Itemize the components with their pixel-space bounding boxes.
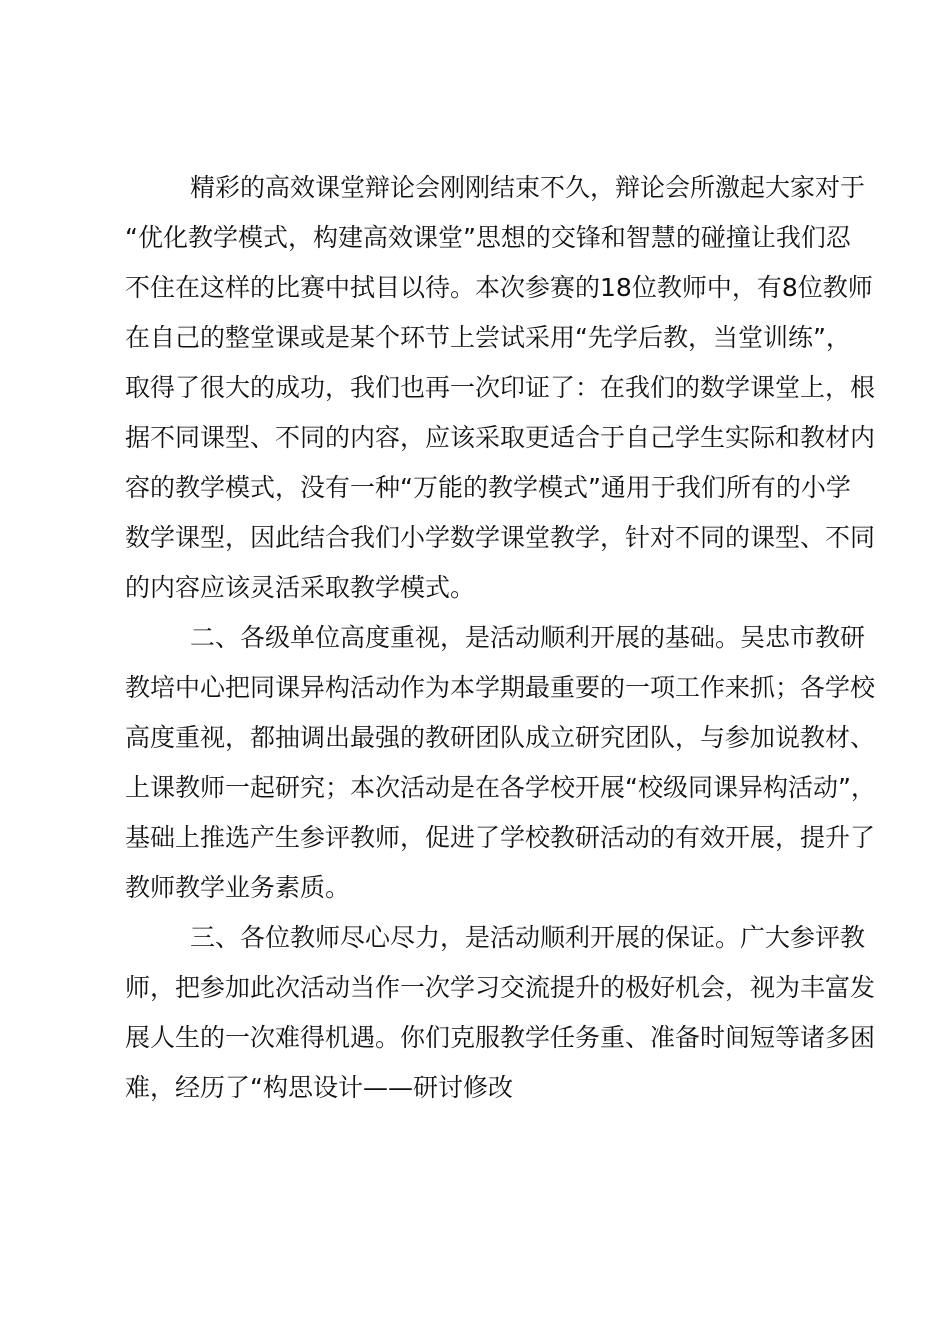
text-line: “优化教学模式，构建高效课堂”思想的交锋和智慧的碰撞让我们忍 — [125, 223, 851, 252]
paragraph-1-line-6 — [0, 418, 950, 458]
text-line: 难，经历了“构思设计——研讨修改 — [125, 1073, 513, 1102]
text-line: 高度重视，都抽调出最强的教研团队成立研究团队，与参加说教材、 — [125, 723, 876, 752]
paragraph-1-line-3 — [0, 268, 950, 308]
paragraph-2-line-1 — [0, 618, 950, 658]
paragraph-3-line-2 — [0, 968, 950, 1008]
paragraph-1-line-8 — [0, 518, 950, 558]
paragraph-1-line-1 — [0, 168, 950, 208]
paragraph-3-line-1 — [0, 918, 950, 958]
text-line: 上课教师一起研究；本次活动是在各学校开展“校级同课异构活动”， — [125, 773, 876, 802]
paragraph-1-line-4 — [0, 318, 950, 358]
paragraph-2-line-5 — [0, 818, 950, 858]
text-line: 二、各级单位高度重视，是活动顺利开展的基础。吴忠市教研 — [190, 623, 866, 652]
text-line: 数学课型，因此结合我们小学数学课堂教学，针对不同的课型、不同 — [125, 523, 876, 552]
paragraph-3-line-3 — [0, 1018, 950, 1058]
paragraph-1-line-7 — [0, 468, 950, 508]
text-line: 三、各位教师尽心尽力，是活动顺利开展的保证。广大参评教 — [190, 923, 866, 952]
text-line: 基础上推选产生参评教师，促进了学校教研活动的有效开展，提升了 — [125, 823, 876, 852]
paragraph-1-line-2 — [0, 218, 950, 258]
paragraph-2-line-4 — [0, 768, 950, 808]
text-line: 不住在这样的比赛中拭目以待。本次参赛的18位教师中，有8位教师 — [125, 273, 873, 302]
text-line: 容的教学模式，没有一种“万能的教学模式”通用于我们所有的小学 — [125, 473, 851, 502]
text-line: 教师教学业务素质。 — [125, 873, 351, 902]
text-line: 在自己的整堂课或是某个环节上尝试采用“先学后教，当堂训练”， — [125, 323, 851, 352]
text-line: 展人生的一次难得机遇。你们克服教学任务重、准备时间短等诸多困 — [125, 1023, 876, 1052]
paragraph-2-line-6 — [0, 868, 950, 908]
text-line: 师，把参加此次活动当作一次学习交流提升的极好机会，视为丰富发 — [125, 973, 876, 1002]
paragraph-2-line-2 — [0, 668, 950, 708]
text-line: 精彩的高效课堂辩论会刚刚结束不久，辩论会所激起大家对于 — [190, 173, 866, 202]
text-line: 取得了很大的成功，我们也再一次印证了：在我们的数学课堂上，根 — [125, 373, 876, 402]
paragraph-3-line-4 — [0, 1068, 950, 1108]
paragraph-1-line-9 — [0, 568, 950, 608]
text-line: 教培中心把同课异构活动作为本学期最重要的一项工作来抓；各学校 — [125, 673, 876, 702]
text-line: 的内容应该灵活采取教学模式。 — [125, 573, 476, 602]
paragraph-2-line-3 — [0, 718, 950, 758]
paragraph-1-line-5 — [0, 368, 950, 408]
text-line: 据不同课型、不同的内容，应该采取更适合于自己学生实际和教材内 — [125, 423, 876, 452]
